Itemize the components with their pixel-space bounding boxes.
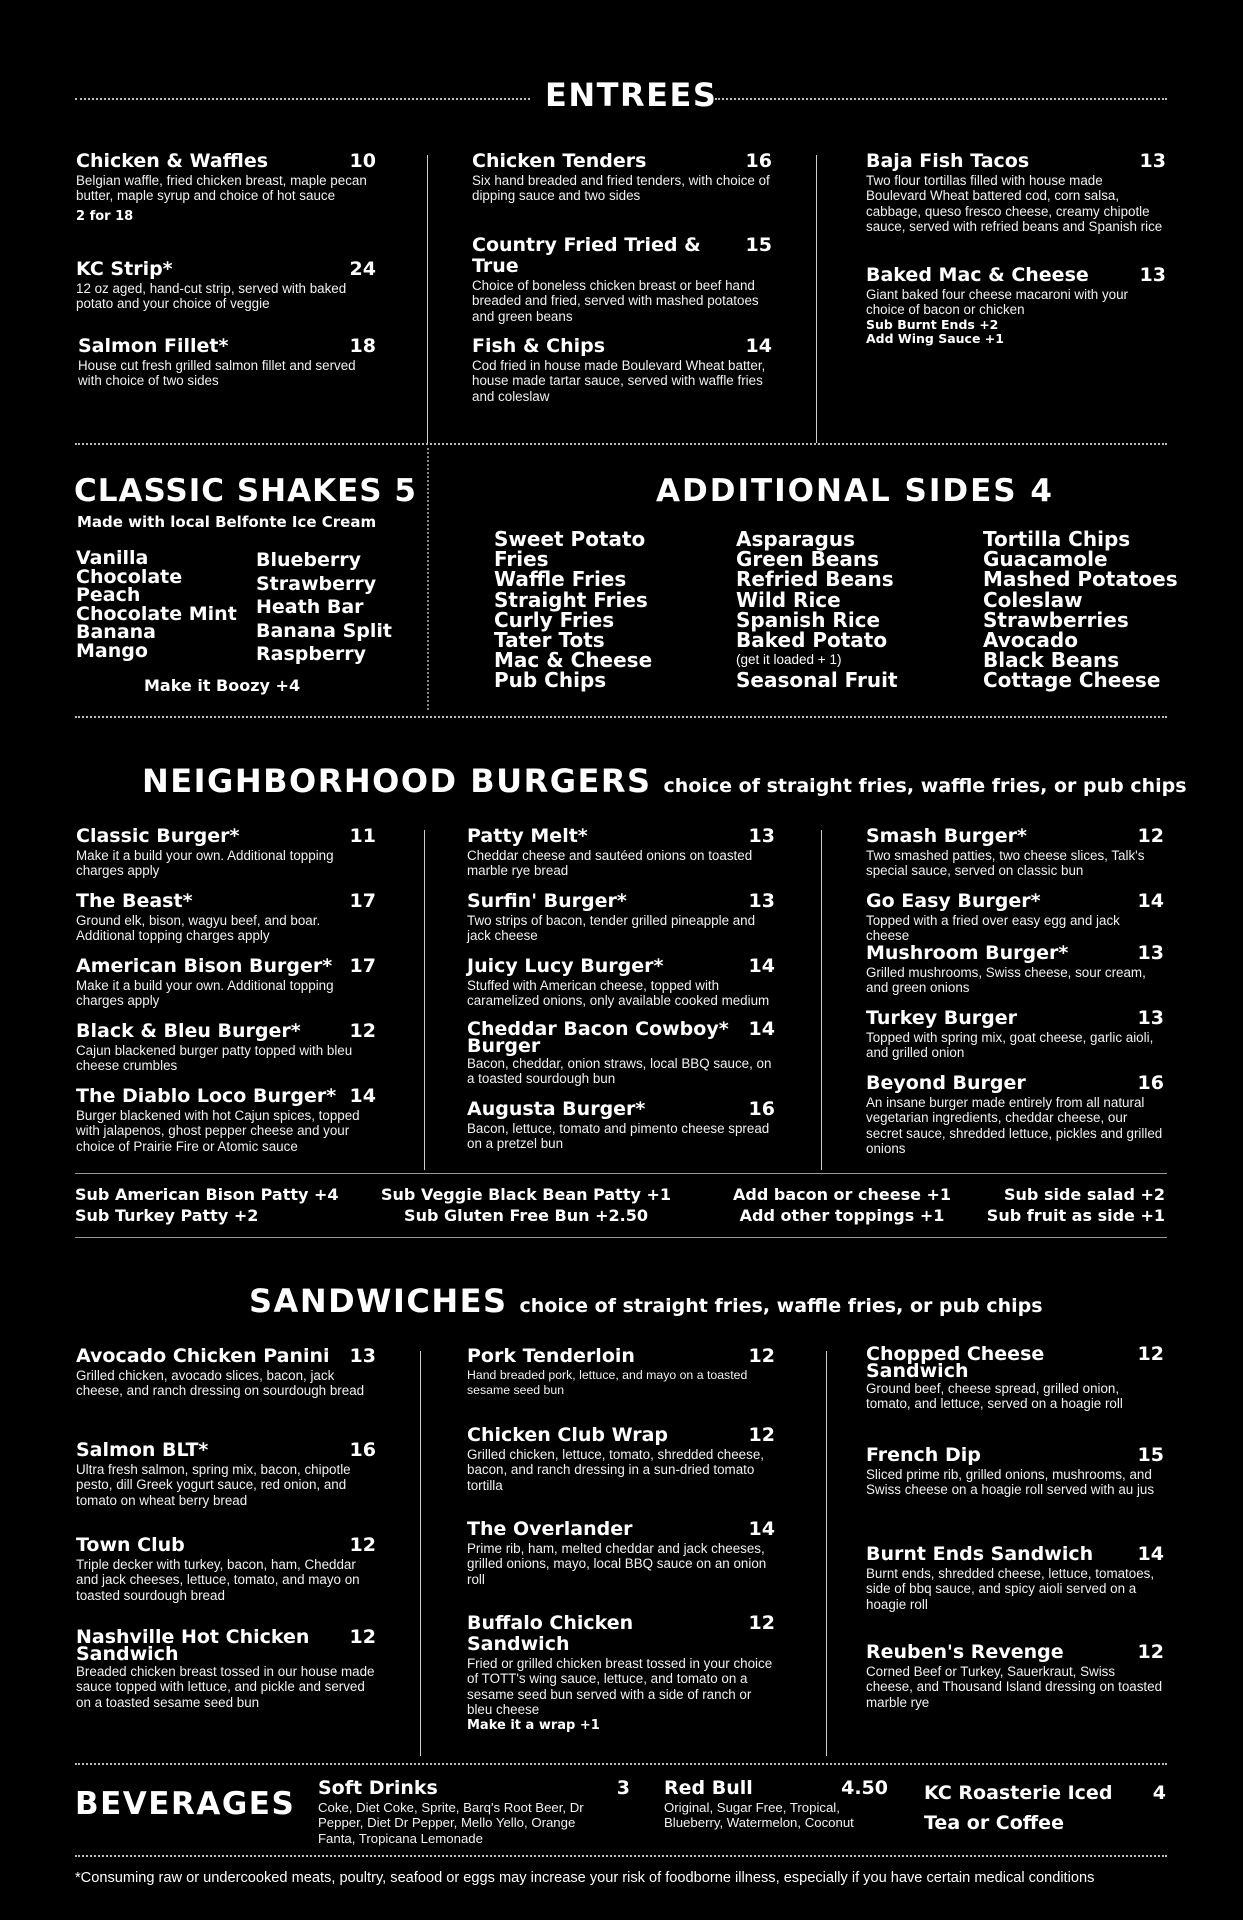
- item-price: 18: [349, 335, 376, 357]
- burger-modifiers: [733, 1184, 951, 1226]
- item-name: Classic Burger*: [76, 825, 240, 847]
- item-price: 13: [748, 825, 775, 847]
- item-name: The Diablo Loco Burger*: [76, 1085, 337, 1107]
- menu-item: [866, 1544, 1164, 1612]
- item-description: Ultra fresh salmon, spring mix, bacon, chipotle pesto, dill Greek yogurt sauce, red onion, and tomato on wheat berry bread: [76, 1462, 351, 1508]
- item-name: Salmon BLT*: [76, 1439, 209, 1461]
- item-name: French Dip: [866, 1444, 981, 1466]
- item-price: 16: [745, 150, 772, 172]
- item-description: Sliced prime rib, grilled onions, mushrooms, and Swiss cheese on a hoagie roll served with au jus: [866, 1467, 1155, 1498]
- divider: [75, 1855, 1167, 1857]
- item-price: 14: [1137, 890, 1164, 912]
- side-item: Guacamole: [983, 547, 1108, 572]
- side-item: Baked Potato: [736, 628, 888, 653]
- menu-item: [467, 1425, 775, 1493]
- section-title-sides: ADDITIONAL SIDES 4: [656, 473, 1054, 509]
- menu-item: [866, 1008, 1164, 1061]
- item-price: 14: [745, 335, 772, 357]
- shake-item: Blueberry: [256, 549, 362, 571]
- item-price: 15: [745, 234, 772, 256]
- disclaimer: *Consuming raw or undercooked meats, poultry, seafood or eggs may increase your risk of foodborne illness, especially if you have certain medical conditions: [75, 1870, 1095, 1886]
- side-item: Pub Chips: [494, 668, 607, 693]
- divider: [75, 443, 1167, 445]
- menu-item: [76, 826, 376, 879]
- item-description: Choice of boneless chicken breast or beef hand breaded and fried, served with mashed potatoes and green beans: [472, 278, 759, 324]
- item-name: Go Easy Burger*: [866, 890, 1041, 912]
- item-name: Black & Bleu Burger*: [76, 1020, 301, 1042]
- item-price: 13: [1139, 264, 1166, 286]
- menu-item: [76, 1440, 376, 1508]
- item-price: 14: [349, 1085, 376, 1107]
- side-item: Spanish Rice: [736, 607, 881, 632]
- item-name: Salmon Fillet*: [78, 335, 229, 357]
- modifier-item: Sub Gluten Free Bun +2.50: [404, 1206, 648, 1225]
- shake-item: Chocolate Mint: [76, 602, 237, 625]
- menu-item: [76, 259, 376, 312]
- item-name: Fish & Chips: [472, 335, 606, 357]
- item-price: 14: [748, 1518, 775, 1540]
- burger-modifiers: [987, 1184, 1165, 1226]
- menu-item: [924, 1778, 1166, 1838]
- modifier-item: Add other toppings +1: [739, 1206, 945, 1225]
- item-price: 12: [1137, 825, 1164, 847]
- menu-item: [866, 891, 1164, 944]
- menu-item: [76, 1086, 376, 1154]
- side-item: Mac & Cheese: [494, 648, 653, 673]
- item-price: 12: [1137, 1641, 1164, 1663]
- menu-item: [467, 1018, 775, 1087]
- item-description: Burger blackened with hot Cajun spices, topped with jalapenos, ghost pepper cheese and your choice of Prairie Fire or Atomic sauce: [76, 1108, 360, 1154]
- menu-item: [866, 265, 1166, 346]
- item-description: Coke, Diet Coke, Sprite, Barq's Root Beer, Dr Pepper, Diet Dr Pepper, Mello Yello, Orange Fanta, Tropicana Lemonade: [318, 1800, 584, 1846]
- side-item: Avocado: [983, 628, 1078, 653]
- modifier-item: Sub American Bison Patty +4: [75, 1185, 339, 1204]
- item-name: Baked Mac & Cheese: [866, 264, 1089, 286]
- item-name: Mushroom Burger*: [866, 942, 1069, 964]
- item-description: Two strips of bacon, tender grilled pineapple and jack cheese: [467, 913, 756, 944]
- section-title-sandwiches: [249, 1282, 1043, 1320]
- item-price: 16: [1137, 1072, 1164, 1094]
- item-price: 4: [1152, 1782, 1166, 1804]
- menu-item: [467, 891, 775, 944]
- item-description: Two flour tortillas filled with house made Boulevard Wheat battered cod, corn salsa, cabbage, queso fresco cheese, creamy chipotle sauce, served with refried beans and Spanish rice: [866, 173, 1163, 235]
- modifier-item: Sub Veggie Black Bean Patty +1: [381, 1185, 672, 1204]
- modifier-item: Sub fruit as side +1: [986, 1206, 1165, 1225]
- side-item: Black Beans: [983, 648, 1120, 673]
- divider: [75, 1237, 1167, 1238]
- item-name: Country Fried Tried & True: [472, 234, 701, 277]
- item-price: 15: [1137, 1444, 1164, 1466]
- item-price: 12: [1137, 1343, 1164, 1365]
- sides-list: [494, 529, 652, 691]
- divider: [75, 98, 530, 100]
- side-item: Straight Fries: [494, 587, 648, 612]
- menu-item: [664, 1778, 888, 1831]
- section-title-entrees: ENTREES: [545, 76, 718, 114]
- item-name: Patty Melt*: [467, 825, 588, 847]
- menu-item: [866, 826, 1164, 879]
- item-name: American Bison Burger*: [76, 955, 333, 977]
- side-item: Asparagus: [736, 527, 856, 551]
- menu-item: [467, 1613, 775, 1734]
- modifier-item: Sub side salad +2: [1004, 1185, 1165, 1204]
- column-divider: [420, 1351, 421, 1756]
- side-item: Strawberries: [983, 607, 1129, 632]
- item-name: The Beast*: [76, 890, 193, 912]
- shake-item: Raspberry: [256, 643, 366, 665]
- side-note: (get it loaded + 1): [736, 652, 842, 668]
- section-subtitle: choice of straight fries, waffle fries, or pub chips: [663, 775, 1187, 797]
- menu-item: [76, 1021, 376, 1074]
- item-description: Burnt ends, shredded cheese, lettuce, tomatoes, side of bbq sauce, and spicy aioli served on a hoagie roll: [866, 1566, 1155, 1612]
- menu-item: [76, 1346, 376, 1399]
- item-description: Ground elk, bison, wagyu beef, and boar. Additional topping charges apply: [76, 913, 321, 944]
- item-name: KC Roasterie Iced Tea or Coffee: [924, 1782, 1113, 1834]
- side-item: Tater Tots: [494, 628, 605, 653]
- shake-item: Strawberry: [256, 572, 377, 595]
- side-item: Curly Fries: [494, 607, 615, 632]
- menu-item: [472, 151, 772, 204]
- item-name: Turkey Burger: [866, 1007, 1018, 1029]
- item-description: Stuffed with American cheese, topped with caramelized onions, only available cooked medium: [467, 978, 770, 1009]
- item-description: Topped with a fried over easy egg and jack cheese: [866, 913, 1120, 944]
- item-price: 12: [349, 1020, 376, 1042]
- item-description: Triple decker with turkey, bacon, ham, Cheddar and jack cheeses, lettuce, tomato, and mayo on toasted sourdough bread: [76, 1557, 360, 1603]
- menu-item: [866, 151, 1166, 235]
- shake-item: Banana: [76, 621, 156, 644]
- item-description: Grilled chicken, lettuce, tomato, shredded cheese, bacon, and ranch dressing in a sun-dried tomato tortilla: [467, 1447, 764, 1493]
- item-description: An insane burger made entirely from all natural vegetarian ingredients, cheddar cheese, our secret sauce, shredded lettuce, pickles and grilled onions: [866, 1095, 1163, 1157]
- shake-item: Banana Split: [256, 619, 393, 642]
- item-name: Surfin' Burger*: [467, 890, 627, 912]
- sides-list: [983, 529, 1178, 691]
- divider: [715, 98, 1167, 100]
- item-description: Cheddar cheese and sautéed onions on toasted marble rye bread: [467, 848, 753, 879]
- side-item: Waffle Fries: [494, 567, 627, 592]
- menu-item: [866, 943, 1164, 996]
- item-description: Giant baked four cheese macaroni with your choice of bacon or chicken: [866, 287, 1129, 318]
- side-item: Fries: [494, 547, 549, 572]
- item-description: Ground beef, cheese spread, grilled onion, tomato, and lettuce, served on a hoagie roll: [866, 1381, 1123, 1412]
- item-price: 24: [349, 258, 376, 280]
- item-name: Beyond Burger: [866, 1072, 1026, 1094]
- item-note: Sub Burnt Ends +2: [866, 316, 999, 332]
- item-price: 13: [1137, 942, 1164, 964]
- item-description: Bacon, lettuce, tomato and pimento cheese spread on a pretzel bun: [467, 1121, 770, 1152]
- item-price: 10: [349, 150, 376, 172]
- item-price: 12: [349, 1626, 376, 1648]
- item-description: Bacon, cheddar, onion straws, local BBQ sauce, on a toasted sourdough bun: [467, 1056, 772, 1087]
- item-description: 12 oz aged, hand-cut strip, served with baked potato and your choice of veggie: [76, 281, 347, 312]
- menu-item: [467, 1519, 775, 1587]
- shakes-subtitle: Made with local Belfonte Ice Cream: [77, 513, 377, 531]
- item-description: Fried or grilled chicken breast tossed in your choice of TOTT's wing sauce, lettuce, and tomato on a sesame seed bun served with a side of ranch or bleu cheese: [467, 1656, 773, 1718]
- column-divider: [427, 448, 429, 710]
- shake-item: Heath Bar: [256, 596, 364, 618]
- item-name: The Overlander: [467, 1518, 633, 1540]
- item-price: 13: [1139, 150, 1166, 172]
- column-divider: [427, 155, 428, 443]
- side-item: Tortilla Chips: [983, 527, 1131, 551]
- item-price: 17: [349, 955, 376, 977]
- menu-item: [318, 1778, 630, 1846]
- item-price: 14: [1137, 1543, 1164, 1565]
- divider: [75, 716, 1167, 718]
- section-title-shakes: CLASSIC SHAKES 5: [74, 473, 417, 509]
- item-price: 17: [349, 890, 376, 912]
- item-price: 12: [748, 1424, 775, 1446]
- menu-item: [467, 956, 775, 1009]
- item-name: KC Strip*: [76, 258, 173, 280]
- item-name: Chopped Cheese Sandwich: [866, 1343, 1045, 1382]
- shakes-list: [256, 549, 392, 667]
- menu-item: [472, 336, 772, 404]
- item-name: Cheddar Bacon Cowboy* Burger: [467, 1018, 729, 1057]
- item-name: Nashville Hot Chicken Sandwich: [76, 1626, 310, 1665]
- side-item: Mashed Potatoes: [983, 567, 1178, 592]
- item-price: 14: [748, 1018, 775, 1040]
- item-note: Make it a wrap +1: [467, 1717, 600, 1733]
- side-item: Sweet Potato: [494, 527, 646, 551]
- column-divider: [816, 155, 817, 443]
- item-price: 12: [748, 1612, 775, 1634]
- item-description: House cut fresh grilled salmon fillet and served with choice of two sides: [78, 358, 356, 389]
- menu-item: [76, 1626, 376, 1710]
- menu-item: [467, 826, 775, 879]
- shake-item: Peach: [76, 584, 141, 607]
- shake-item: Chocolate: [76, 565, 183, 588]
- menu-item: [467, 1346, 775, 1399]
- item-description: Cajun blackened burger patty topped with bleu cheese crumbles: [76, 1043, 353, 1074]
- item-name: Augusta Burger*: [467, 1098, 646, 1120]
- sides-list: [736, 529, 898, 691]
- item-description: Original, Sugar Free, Tropical, Blueberry, Watermelon, Coconut: [664, 1800, 854, 1831]
- section-title-text: NEIGHBORHOOD BURGERS: [142, 762, 652, 800]
- modifier-item: Sub Turkey Patty +2: [75, 1206, 259, 1225]
- item-description: Make it a build your own. Additional topping charges apply: [76, 978, 334, 1009]
- item-description: Hand breaded pork, lettuce, and mayo on a toasted sesame seed bun: [467, 1368, 748, 1398]
- item-price: 12: [349, 1534, 376, 1556]
- item-price: 12: [748, 1345, 775, 1367]
- item-description: Grilled chicken, avocado slices, bacon, jack cheese, and ranch dressing on sourdough bread: [76, 1368, 365, 1399]
- menu-item: [866, 1073, 1164, 1157]
- side-item: Seasonal Fruit: [736, 668, 898, 693]
- item-description: Corned Beef or Turkey, Sauerkraut, Swiss cheese, and Thousand Island dressing on toasted marble rye: [866, 1664, 1163, 1710]
- menu-item: [78, 336, 376, 389]
- item-price: 13: [748, 890, 775, 912]
- item-name: Burnt Ends Sandwich: [866, 1543, 1094, 1565]
- item-name: Pork Tenderloin: [467, 1345, 635, 1367]
- item-price: 16: [349, 1439, 376, 1461]
- item-note: 2 for 18: [76, 208, 134, 224]
- menu-item: [866, 1642, 1164, 1710]
- item-name: Chicken & Waffles: [76, 150, 269, 172]
- shakes-boozy-note: Make it Boozy +4: [144, 676, 301, 695]
- item-price: 16: [748, 1098, 775, 1120]
- item-price: 4.50: [841, 1777, 888, 1799]
- item-price: 14: [748, 955, 775, 977]
- section-title-beverages: BEVERAGES: [75, 1786, 296, 1822]
- menu-item: [866, 1343, 1164, 1412]
- item-description: Topped with spring mix, goat cheese, garlic aioli, and grilled onion: [866, 1030, 1154, 1061]
- divider: [75, 1763, 1167, 1765]
- item-price: 13: [349, 1345, 376, 1367]
- item-description: Breaded chicken breast tossed in our house made sauce topped with lettuce, and pickle and served on a toasted sesame seed bun: [76, 1664, 375, 1710]
- section-subtitle: choice of straight fries, waffle fries, or pub chips: [519, 1295, 1043, 1317]
- item-name: Smash Burger*: [866, 825, 1027, 847]
- menu-item: [76, 891, 376, 944]
- menu-item: [76, 1535, 376, 1603]
- item-price: 3: [616, 1777, 630, 1799]
- item-name: Red Bull: [664, 1777, 753, 1799]
- item-name: Soft Drinks: [318, 1777, 438, 1799]
- item-name: Chicken Tenders: [472, 150, 647, 172]
- burger-modifiers: [75, 1184, 339, 1226]
- menu-item: [467, 1099, 775, 1152]
- side-item: Cottage Cheese: [983, 668, 1161, 693]
- shake-item: Mango: [76, 639, 148, 662]
- section-title-text: SANDWICHES: [249, 1282, 508, 1320]
- menu-item: [472, 235, 772, 324]
- menu-item: [76, 956, 376, 1009]
- menu-item: [76, 151, 376, 225]
- item-description: Cod fried in house made Boulevard Wheat batter, house made tartar sauce, served with waffle fries and coleslaw: [472, 358, 766, 404]
- item-description: Six hand breaded and fried tenders, with choice of dipping sauce and two sides: [472, 173, 770, 204]
- side-item: Refried Beans: [736, 567, 894, 592]
- item-name: Juicy Lucy Burger*: [467, 955, 664, 977]
- item-description: Belgian waffle, fried chicken breast, maple pecan butter, maple syrup and choice of hot sauce: [76, 173, 367, 204]
- divider: [75, 1173, 1167, 1174]
- item-name: Buffalo Chicken Sandwich: [467, 1612, 634, 1655]
- modifier-item: Add bacon or cheese +1: [733, 1185, 952, 1204]
- item-name: Baja Fish Tacos: [866, 150, 1030, 172]
- column-divider: [821, 830, 822, 1170]
- side-item: Coleslaw: [983, 587, 1083, 612]
- item-description: Make it a build your own. Additional topping charges apply: [76, 848, 334, 879]
- shakes-list: [76, 549, 237, 661]
- shake-item: Vanilla: [76, 547, 149, 569]
- column-divider: [826, 1351, 827, 1756]
- item-price: 13: [1137, 1007, 1164, 1029]
- side-item: Wild Rice: [736, 587, 841, 612]
- item-name: Town Club: [76, 1534, 185, 1556]
- item-description: Two smashed patties, two cheese slices, Talk's special sauce, served on classic bun: [866, 848, 1145, 879]
- item-price: 11: [349, 825, 376, 847]
- item-name: Reuben's Revenge: [866, 1641, 1064, 1663]
- side-item: Green Beans: [736, 547, 880, 572]
- column-divider: [424, 830, 425, 1170]
- item-name: Chicken Club Wrap: [467, 1424, 669, 1446]
- burger-modifiers: [381, 1184, 671, 1226]
- item-name: Avocado Chicken Panini: [76, 1345, 330, 1367]
- section-title-burgers: [142, 762, 1187, 800]
- item-description: Prime rib, ham, melted cheddar and jack cheeses, grilled onions, mayo, local BBQ sauce on an onion roll: [467, 1541, 767, 1587]
- menu-item: [866, 1445, 1164, 1498]
- item-note: Add Wing Sauce +1: [866, 330, 1004, 346]
- item-description: Grilled mushrooms, Swiss cheese, sour cream, and green onions: [866, 965, 1146, 996]
